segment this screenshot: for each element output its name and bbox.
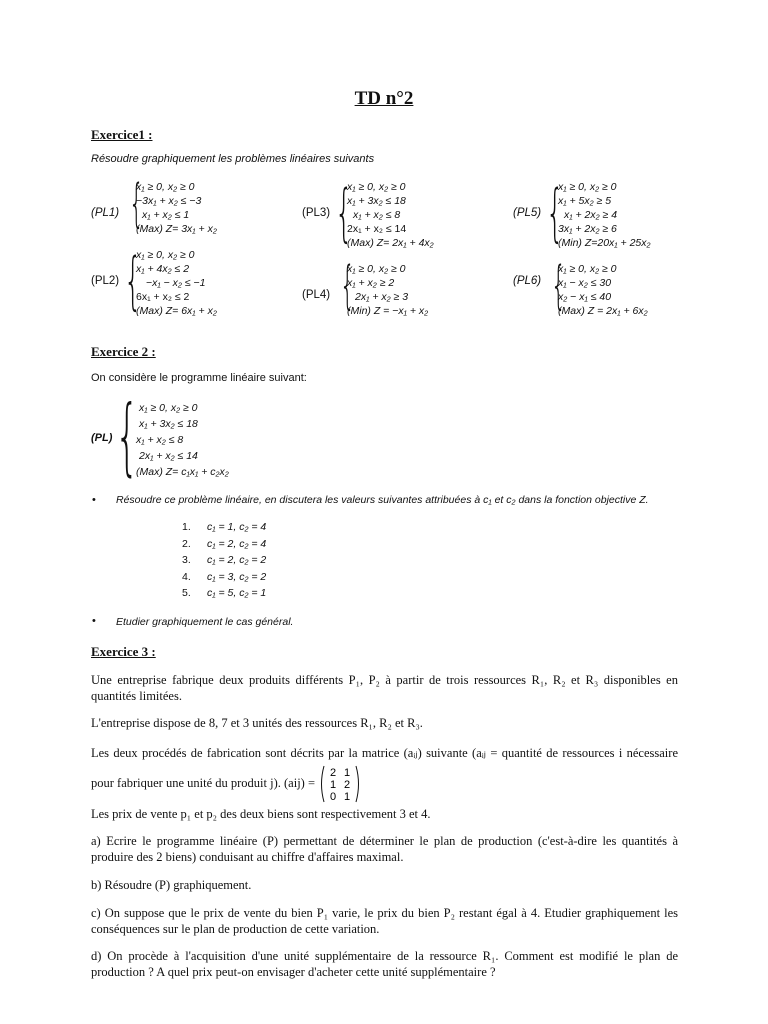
matrix-brackets	[318, 765, 362, 803]
bullet-icon: •	[92, 615, 96, 627]
question-b: b) Résoudre (P) graphiquement.	[91, 878, 252, 892]
row: x₁ ≥ 0, x₂ ≥ 0	[347, 263, 406, 275]
system-name: (PL6)	[513, 275, 542, 287]
question-a: a) Ecrire le programme linéaire (P) permettant de déterminer le plan de production (c'est-à-dire les quantités à produire des 2 biens) conduisant au chiffre d'affaires maximal.	[91, 834, 678, 864]
row: (Min) Z = −x₁ + x₂	[347, 305, 429, 317]
row: (Max) Z = 2x₁ + 6x₂	[558, 305, 648, 317]
exercise2-intro: On considère le programme linéaire suivant:	[91, 372, 307, 384]
system-name: (PL)	[91, 432, 113, 444]
exercise3-paragraph-4: Les prix de vente p₁ et p₂ des deux biens sont respectivement 3 et 4.	[91, 807, 431, 821]
system-rows	[558, 180, 651, 250]
exercise3-heading: Exercice 3 :	[91, 644, 156, 659]
exercise1-intro: Résoudre graphiquement les problèmes linéaires suivants	[91, 153, 375, 165]
exercise3-paragraph-1: Une entreprise fabrique deux produits différents P₁, P₂ à partir de trois ressources R₁, R₂ et R₃ disponibles en quantités limitées.	[91, 673, 678, 703]
row: 3x₁ + 2x₂ ≥ 6	[558, 223, 617, 235]
brace: {	[115, 387, 140, 485]
system-name: (PL4)	[302, 289, 331, 301]
system-rows	[347, 262, 428, 318]
exercise3-paragraph-2: L'entreprise dispose de 8, 7 et 3 unités des ressources R₁, R₂ et R₃.	[91, 716, 423, 730]
matrix-description: Les deux procédés de fabrication sont décrits par la matrice (aᵢⱼ) suivante (aᵢⱼ = quantité de ressources i nécessaire pour fabriquer une unité du produit j). (aij) =	[91, 746, 678, 790]
row: 6x₁ + x₂ ≤ 2	[136, 291, 190, 303]
brace: {	[129, 174, 144, 234]
matrix-cell: 1	[344, 767, 351, 779]
row: x₁ + x₂ ≤ 1	[142, 209, 190, 221]
brace: {	[551, 256, 566, 316]
resource-matrix	[318, 765, 362, 803]
row: x₁ ≥ 0, x₂ ≥ 0	[347, 181, 406, 193]
system-name: (PL5)	[513, 207, 542, 219]
question-d: d) On procède à l'acquisition d'une unité supplémentaire de la ressource R₁. Comment est modifié le plan de production ? A quel prix peut-on envisager d'acheter cette unité supplémentaire ?	[91, 949, 678, 979]
exercise1-heading: Exercice1 :	[91, 127, 153, 142]
matrix-cell: 1	[344, 791, 351, 803]
system-rows	[347, 180, 434, 250]
row: x₁ + 3x₂ ≤ 18	[139, 418, 198, 430]
row: x₂ − x₁ ≤ 40	[558, 291, 612, 303]
row: x₁ + 3x₂ ≤ 18	[347, 195, 406, 207]
system-rows	[136, 248, 217, 318]
matrix-cell: 2	[330, 767, 337, 779]
matrix-cell: 0	[330, 791, 337, 803]
row: x₁ + x₂ ≤ 8	[353, 209, 401, 221]
row: x₁ + 5x₂ ≥ 5	[558, 195, 612, 207]
row: x₁ ≥ 0, x₂ ≥ 0	[558, 181, 617, 193]
row: (Max) Z= c₁x₁ + c₂x₂	[136, 466, 229, 478]
list-item: 5. c₁ = 5, c₂ = 1	[182, 587, 267, 599]
row: (Max) Z= 6x₁ + x₂	[136, 305, 217, 317]
coefficient-list	[182, 519, 266, 602]
brace: {	[546, 176, 564, 249]
row: x₁ + x₂ ≥ 2	[347, 277, 395, 289]
row: x₁ − x₂ ≤ 30	[558, 277, 612, 289]
row: x₁ ≥ 0, x₂ ≥ 0	[136, 249, 195, 261]
row: x₁ + 4x₂ ≤ 2	[136, 263, 190, 275]
question-c: c) On suppose que le prix de vente du bien P₁ varie, le prix du bien P₂ restant égal à 4. Etudier graphiquement les conséquences sur le plan de production de cette variation.	[91, 906, 678, 936]
row: (Max) Z= 2x₁ + 4x₂	[347, 237, 434, 249]
matrix-cell: 1	[330, 779, 337, 791]
row: 2x₁ + x₂ ≥ 3	[355, 291, 409, 303]
row: 2x₁ + x₂ ≤ 14	[139, 450, 198, 462]
row: 2x₁ + x₂ ≤ 14	[347, 223, 407, 235]
row: −x₁ − x₂ ≤ −1	[146, 277, 206, 289]
list-item: 4. c₁ = 3, c₂ = 2	[182, 570, 267, 583]
row: (Max) Z= 3x₁ + x₂	[136, 223, 217, 235]
row: −3x₁ + x₂ ≤ −3	[136, 195, 202, 207]
exercise2-task: Résoudre ce problème linéaire, en discutera les valeurs suivantes attribuées à c₁ et c₂ dans la fonction objective Z.	[116, 494, 649, 506]
brace: {	[335, 176, 353, 249]
system-rows	[136, 180, 217, 236]
row: x₁ + 2x₂ ≥ 4	[564, 209, 618, 221]
row: x₁ ≥ 0, x₂ ≥ 0	[136, 181, 195, 193]
row: x₁ ≥ 0, x₂ ≥ 0	[558, 263, 617, 275]
brace: {	[124, 244, 142, 317]
page-title: TD n°2	[354, 88, 414, 109]
row: (Min) Z=20x₁ + 25x₂	[558, 237, 651, 249]
exercise2-general-case: Etudier graphiquement le cas général.	[116, 616, 294, 628]
row: x₁ ≥ 0, x₂ ≥ 0	[139, 402, 198, 414]
bullet-icon: •	[92, 494, 96, 506]
system-name: (PL1)	[91, 207, 120, 219]
system-rows	[136, 400, 229, 480]
system-rows	[558, 262, 648, 318]
row: x₁ + x₂ ≤ 8	[136, 434, 184, 446]
exercise3-paragraph-3	[91, 742, 678, 803]
brace: {	[340, 256, 355, 316]
system-name: (PL3)	[302, 207, 331, 219]
list-item: 2. c₁ = 2, c₂ = 4	[182, 537, 267, 550]
list-item: 3. c₁ = 2, c₂ = 2	[182, 554, 267, 566]
exercise2-heading: Exercice 2 :	[91, 344, 156, 359]
matrix-cell: 2	[344, 779, 351, 791]
list-item: 1. c₁ = 1, c₂ = 4	[182, 521, 267, 533]
system-name: (PL2)	[91, 275, 120, 287]
